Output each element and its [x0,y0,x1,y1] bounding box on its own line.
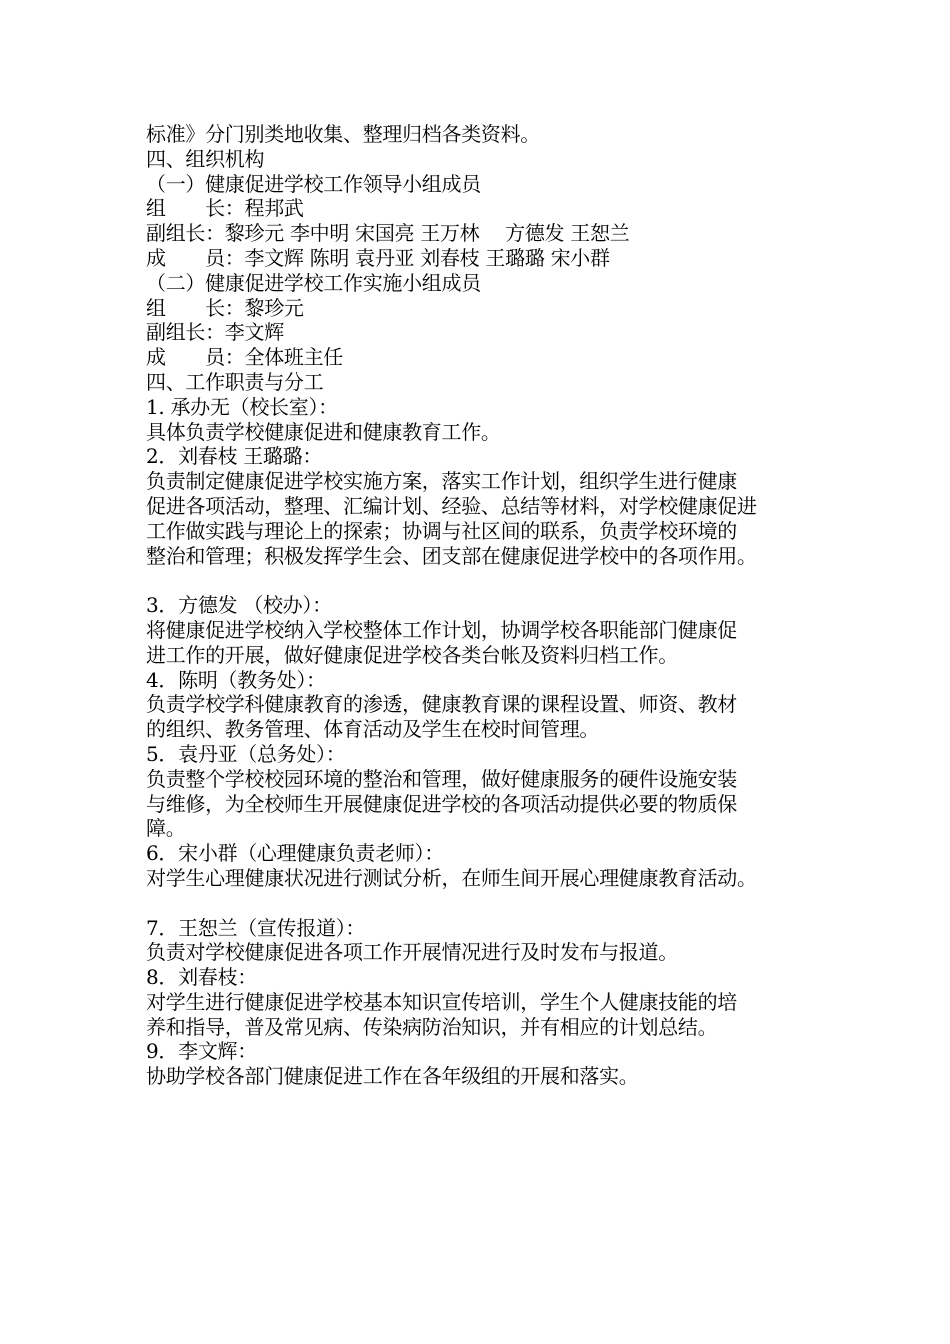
text-line: 协助学校各部门健康促进工作在各年级组的开展和落实。 [146,1064,639,1089]
text-line: 副组长：黎珍元 李中明 宋国亮 王万林 方德发 王恕兰 [146,221,630,246]
text-line: 标准》分门别类地收集、整理归档各类资料。 [146,122,540,146]
duty-item-heading: 8．刘春枝： [146,965,257,990]
text-line: 组 长：黎珍元 [146,295,304,320]
text-line: 养和指导，普及常见病、传染病防治知识，并有相应的计划总结。 [146,1014,718,1039]
text-line: 负责学校学科健康教育的渗透，健康教育课的课程设置、师资、教材 [146,692,737,717]
text-line: 负责制定健康促进学校实施方案，落实工作计划，组织学生进行健康 [146,469,737,494]
text-line: 负责对学校健康促进各项工作开展情况进行及时发布与报道。 [146,940,678,965]
duty-item-heading: 3．方德发 （校办）： [146,593,332,618]
subsection-heading: （二）健康促进学校工作实施小组成员 [146,270,481,295]
section-heading: 四、工作职责与分工 [146,369,324,394]
subsection-heading: （一）健康促进学校工作领导小组成员 [146,171,481,196]
text-line: 副组长：李文辉 [146,320,284,345]
text-line: 具体负责学校健康促进和健康教育工作。 [146,419,501,444]
blank-line [146,891,826,916]
text-line: 对学生心理健康状况进行测试分析，在师生间开展心理健康教育活动。 [146,865,757,890]
text-line: 进工作的开展，做好健康促进学校各类台帐及资料归档工作。 [146,642,678,667]
text-line: 负责整个学校校园环境的整治和管理，做好健康服务的硬件设施安装 [146,766,737,791]
text-line: 组 长：程邦武 [146,196,304,221]
text-line: 将健康促进学校纳入学校整体工作计划，协调学校各职能部门健康促 [146,617,737,642]
text-line: 成 员：全体班主任 [146,345,343,370]
duty-item-heading: 4．陈明（教务处）： [146,667,326,692]
duty-item-heading: 9．李文辉： [146,1039,257,1064]
text-line: 与维修，为全校师生开展健康促进学校的各项活动提供必要的物质保 [146,791,737,816]
duty-item-heading: 2．刘春枝 王璐璐： [146,444,323,469]
section-heading: 四、组织机构 [146,146,265,171]
duty-item-heading: 6．宋小群（心理健康负责老师）： [146,841,444,866]
text-line: 对学生进行健康促进学校基本知识宣传培训，学生个人健康技能的培 [146,989,737,1014]
text-line: 成 员：李文辉 陈明 袁丹亚 刘春枝 王璐璐 宋小群 [146,245,610,270]
duty-item-heading: 5．袁丹亚（总务处）： [146,741,346,766]
duty-item-heading: 7．王恕兰（宣传报道）： [146,915,366,940]
text-line: 整治和管理；积极发挥学生会、团支部在健康促进学校中的各项作用。 [146,543,757,568]
document-body [146,122,826,1089]
text-line: 的组织、教务管理、体育活动及学生在校时间管理。 [146,717,600,742]
text-line: 障。 [146,816,186,841]
text-line: 工作做实践与理论上的探索；协调与社区间的联系，负责学校环境的 [146,518,737,543]
duty-item-heading: 1. 承办无（校长室）： [146,394,338,419]
blank-line [146,568,826,593]
text-line: 促进各项活动，整理、汇编计划、经验、总结等材料，对学校健康促进 [146,493,757,518]
